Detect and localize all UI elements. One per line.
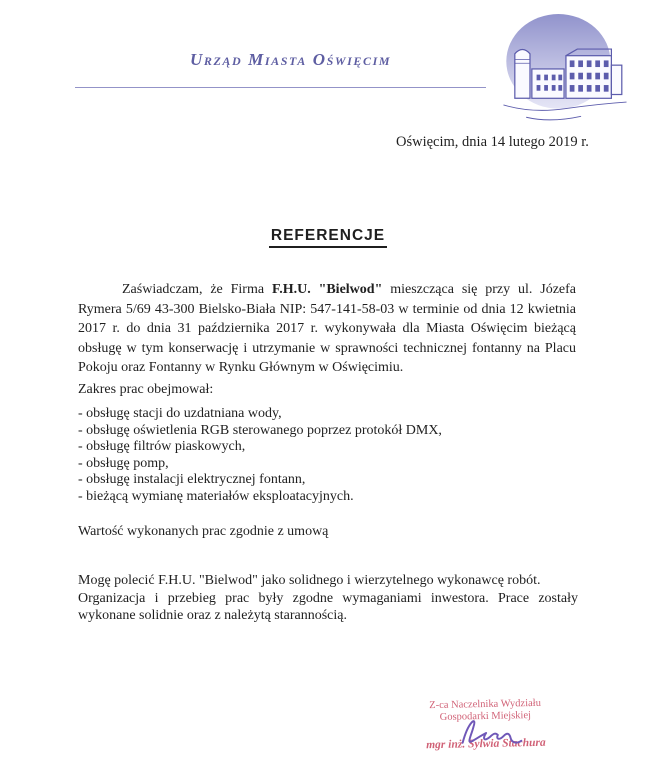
- scope-item: - obsługę instalacji elektrycznej fontann,: [78, 472, 306, 487]
- title-row: [78, 227, 578, 248]
- scope-heading: Zakres prac obejmował:: [78, 382, 214, 397]
- stamp-signer-name: mgr inż. Sylwia Stachura: [426, 736, 546, 752]
- recommendation-text: Organizacja i przebieg prac były zgodne wymaganiami inwestora. Prace zostały wykonane solidnie oraz z należytą starannością.: [78, 590, 578, 623]
- company-name: F.H.U. "Bielwod": [271, 282, 383, 297]
- intro-text-before: Zaświadczam, że Firma: [122, 282, 272, 297]
- date-line: Oświęcim, dnia 14 lutego 2019 r.: [396, 134, 589, 150]
- intro-paragraph: [78, 280, 576, 378]
- intro-text-after: mieszcząca się przy ul. Józefa Rymera 5/69 43-300 Bielsko-Biała NIP: 547-141-58-03 w terminie od dnia 12 kwietnia 2017 r. do dnia 31 października 2017 r. wykonywała dla Miasta Oświęcim bieżącą obsługę w tym konserwację i utrzymanie w sprawności technicznej fontanny na Placu Pokoju oraz Fontanny w Rynku Głównym w Oświęcimiu.: [78, 282, 577, 375]
- recommendation-paragraph: [78, 572, 578, 625]
- scope-item: - obsługę pomp,: [78, 455, 169, 471]
- scope-item: - obsługę stacji do uzdatniana wody,: [78, 406, 282, 421]
- castle-logo-icon: [494, 12, 636, 124]
- stamp-title-line1: Z-ca Naczelnika Wydziału: [429, 697, 542, 712]
- stamp-title-line2: Gospodarki Miejskiej: [439, 710, 532, 723]
- document-title: REFERENCJE: [269, 227, 387, 248]
- recommendation-line: Mogę polecić F.H.U. "Bielwod" jako solidnego i wierzytelnego wykonawcę robót.: [78, 573, 541, 588]
- value-line: Wartość wykonanych prac zgodnie z umową: [78, 524, 329, 539]
- signature-stamp: [407, 697, 563, 751]
- scope-item: - bieżącą wymianę materiałów eksploatacyjnych.: [78, 488, 354, 504]
- letterhead-org-name: Urząd Miasta Oświęcim: [190, 50, 392, 69]
- scope-item: - obsługę oświetlenia RGB sterowanego poprzez protokół DMX,: [78, 422, 442, 438]
- scope-item: - obsługę filtrów piaskowych,: [78, 439, 246, 454]
- letterhead-rule: [75, 87, 486, 88]
- scope-list: [78, 406, 576, 505]
